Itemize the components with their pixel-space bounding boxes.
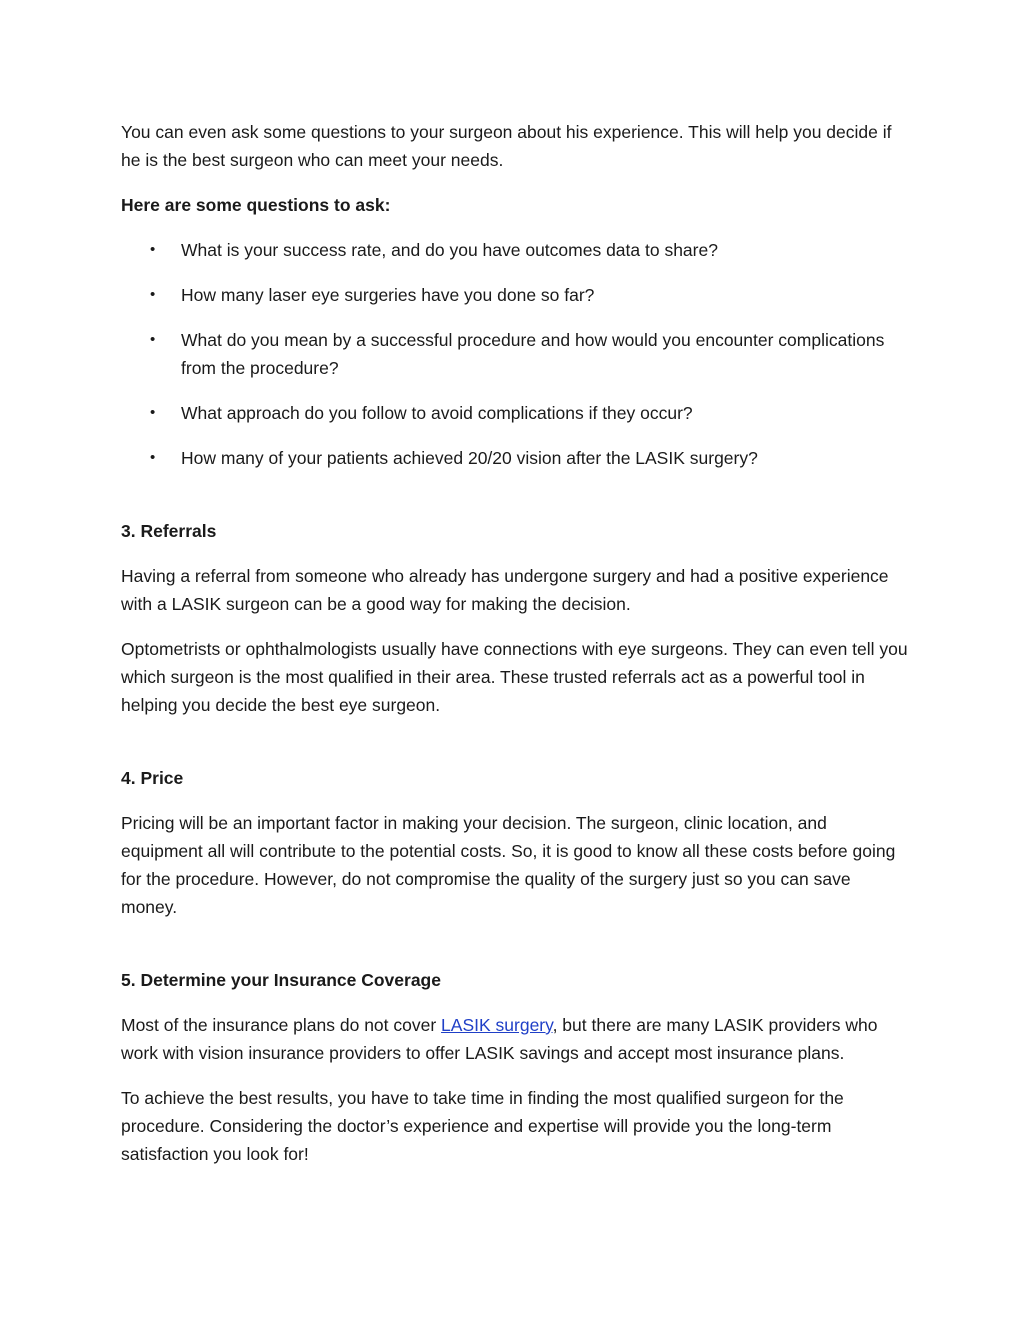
question-text: What is your success rate, and do you have outcomes data to share? — [181, 240, 718, 260]
bullet-icon: • — [150, 404, 156, 421]
list-item — [121, 281, 911, 309]
question-text: What do you mean by a successful procedure and how would you encounter complications from the procedure? — [181, 330, 885, 378]
bullet-icon: • — [150, 286, 156, 303]
list-item — [121, 399, 911, 427]
insurance-paragraph-1 — [121, 1011, 911, 1067]
price-heading: 4. Price — [121, 768, 184, 788]
document-page — [121, 118, 911, 1185]
insurance-heading: 5. Determine your Insurance Coverage — [121, 970, 441, 990]
price-paragraph: Pricing will be an important factor in making your decision. The surgeon, clinic location, and equipment all will contribute to the potential costs. So, it is good to know all these costs before going for the procedure. However, do not compromise the quality of the surgery just so you can save money. — [121, 813, 896, 917]
intro-paragraph: You can even ask some questions to your surgeon about his experience. This will help you decide if he is the best surgeon who can meet your needs. — [121, 122, 892, 170]
referrals-paragraph-1: Having a referral from someone who already has undergone surgery and had a positive experience with a LASIK surgeon can be a good way for making the decision. — [121, 566, 889, 614]
list-item — [121, 236, 911, 264]
question-text: How many of your patients achieved 20/20 vision after the LASIK surgery? — [181, 448, 758, 468]
referrals-paragraph-2: Optometrists or ophthalmologists usually have connections with eye surgeons. They can even tell you which surgeon is the most qualified in their area. These trusted referrals act as a powerful tool in helping you decide the best eye surgeon. — [121, 639, 908, 715]
question-text: What approach do you follow to avoid complications if they occur? — [181, 403, 693, 423]
bullet-icon: • — [150, 331, 156, 348]
bullet-icon: • — [150, 241, 156, 258]
list-item — [121, 444, 911, 472]
questions-list — [121, 236, 911, 472]
referrals-heading: 3. Referrals — [121, 521, 217, 541]
lasik-surgery-link[interactable]: LASIK surgery — [441, 1015, 553, 1035]
question-text: How many laser eye surgeries have you done so far? — [181, 285, 595, 305]
questions-heading: Here are some questions to ask: — [121, 195, 391, 215]
insurance-paragraph-2: To achieve the best results, you have to take time in finding the most qualified surgeon for the procedure. Considering the doctor’s experience and expertise will provide you the long-term satisfaction you look for! — [121, 1088, 844, 1164]
bullet-icon: • — [150, 449, 156, 466]
insurance-text-before: Most of the insurance plans do not cover — [121, 1015, 442, 1035]
list-item — [121, 326, 911, 382]
insurance-text-after: , but there are many LASIK providers who work with vision insurance providers to offer LASIK savings and accept most insurance plans. — [121, 1015, 878, 1063]
